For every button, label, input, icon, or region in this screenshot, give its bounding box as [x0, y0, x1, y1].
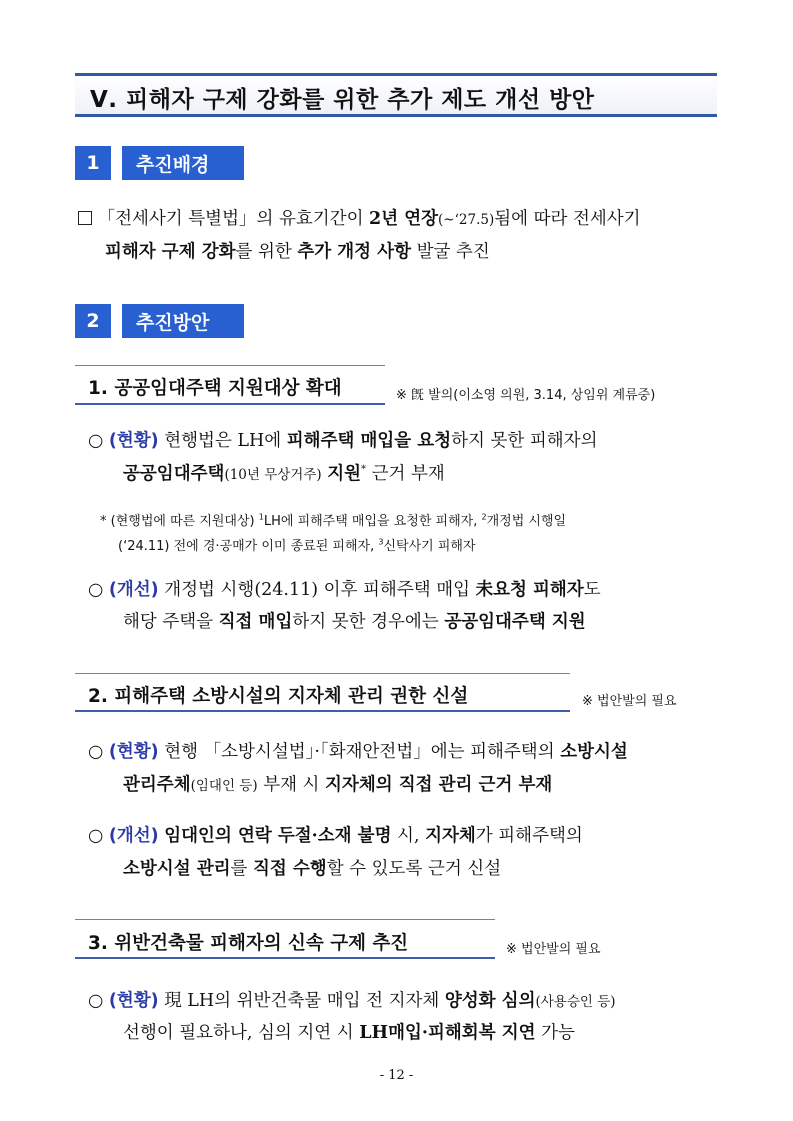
section-2-number: 2 — [75, 304, 111, 338]
sub2-current-line-1: ○ (현황) 현행 「소방시설법」·「화재안전법」에는 피해주택의 소방시설 — [88, 742, 628, 762]
sub1-improve-line-1: ○ (개선) 개정법 시행(24.11) 이후 피해주택 매입 未요청 피해자도 — [88, 580, 601, 600]
sub1-footnote-line-2: (‘24.11) 전에 경·공매가 이미 종료된 피해자, $^3$신탁사기 피해자 — [118, 537, 476, 554]
subheading-1-bottom-rule — [75, 403, 385, 405]
page-title: Ⅴ. 피해자 구제 강화를 위한 추가 제도 개선 방안 — [90, 87, 595, 113]
circle-bullet-icon: ○ — [88, 742, 104, 762]
subheading-1-note: ※ 旣 발의(이소영 의원, 3.14, 상임위 계류중) — [396, 388, 656, 403]
sub2-improve-line-1: ○ (개선) 임대인의 연락 두절·소재 불명 시, 지자체가 피해주택의 — [88, 826, 583, 846]
sub1-current-line-2: 공공임대주택(10년 무상거주) 지원* 근거 부재 — [123, 463, 445, 484]
subheading-3-top-rule — [75, 919, 495, 920]
sub2-improve-line-2: 소방시설 관리를 직접 수행할 수 있도록 근거 신설 — [123, 859, 502, 879]
section-2-label: 추진방안 — [122, 304, 244, 338]
sub2-current-line-2: 관리주체(임대인 등) 부재 시 지자체의 직접 관리 근거 부재 — [123, 775, 553, 795]
sub1-current-line-1: ○ (현황) 현행법은 LH에 피해주택 매입을 요청하지 못한 피해자의 — [88, 431, 598, 451]
circle-bullet-icon: ○ — [88, 580, 104, 600]
background-line-1: 「전세사기 특별법」의 유효기간이 2년 연장(~‘27.5)됨에 따라 전세사기 — [78, 211, 641, 229]
background-line-2: 피해자 구제 강화를 위한 추가 개정 사항 발굴 추진 — [105, 242, 490, 262]
subheading-2-bottom-rule — [75, 710, 570, 712]
square-bullet-icon — [78, 211, 92, 225]
subheading-1-top-rule — [75, 365, 385, 366]
circle-bullet-icon: ○ — [88, 431, 104, 451]
section-1-label: 추진배경 — [122, 146, 244, 180]
subheading-1: 1. 공공임대주택 지원대상 확대 — [88, 378, 342, 399]
sub1-footnote-line-1: * (현행법에 따른 지원대상) $^1$LH에 피해주택 매입을 요청한 피해자, $^2$개정법 시행일 — [100, 512, 567, 529]
page-number: - 12 - — [379, 1068, 414, 1083]
section-1-number: 1 — [75, 146, 111, 180]
subheading-2-note: ※ 법안발의 필요 — [582, 694, 677, 709]
sub3-current-line-1: ○ (현황) 現 LH의 위반건축물 매입 전 지자체 양성화 심의(사용승인 등) — [88, 991, 616, 1011]
sub1-improve-line-2: 해당 주택을 직접 매입하지 못한 경우에는 공공임대주택 지원 — [123, 612, 586, 632]
subheading-2: 2. 피해주택 소방시설의 지자체 관리 권한 신설 — [88, 686, 469, 707]
subheading-3-note: ※ 법안발의 필요 — [506, 942, 601, 957]
circle-bullet-icon: ○ — [88, 991, 104, 1011]
subheading-3-bottom-rule — [75, 957, 495, 959]
sub3-current-line-2: 선행이 필요하나, 심의 지연 시 LH매입·피해회복 지연 가능 — [123, 1023, 575, 1043]
circle-bullet-icon: ○ — [88, 826, 104, 846]
subheading-2-top-rule — [75, 673, 570, 674]
subheading-3: 3. 위반건축물 피해자의 신속 구제 추진 — [88, 933, 409, 954]
